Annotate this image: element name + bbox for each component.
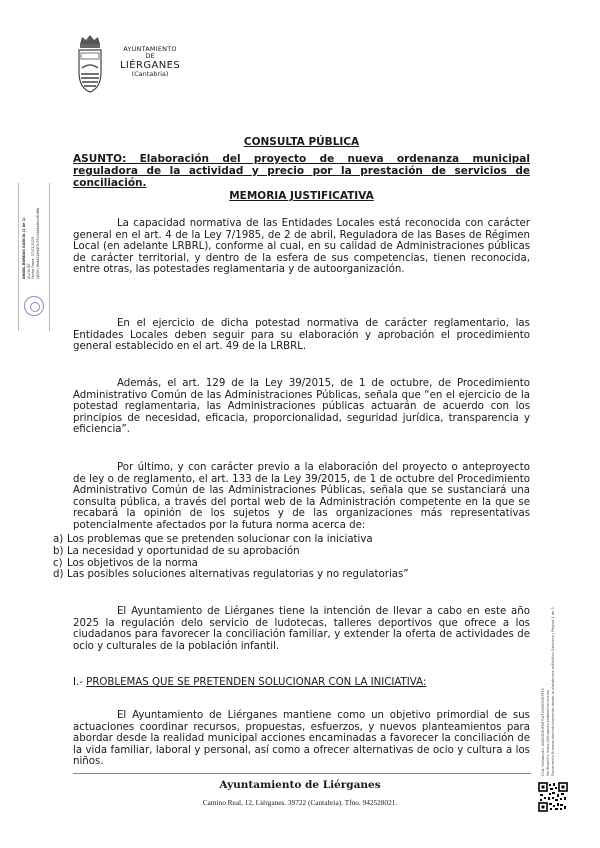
footer-divider <box>73 773 531 774</box>
seal-icon <box>24 296 44 316</box>
document-title: CONSULTA PÚBLICA <box>243 136 360 148</box>
paragraph: Por último, y con carácter previo a la elaboración del proyecto o anteproyecto de ley o de reglamento, el art. 133 de la Ley 39/2015, de 1 de octubre del Procedimiento Administrativo Común de las Administraciones Públicas, señala que se sustanciará una consulta pública, a través del portal web de la Administración competente en la que se recabará la opinión de los sujetos y de las organizaciones más representativas potencialmente afectados por la futura norma acerca de: <box>73 462 530 531</box>
signer-role: ALCALDE <box>26 263 31 279</box>
section-heading <box>73 677 426 689</box>
document-subject: ASUNTO: Elaboración del proyecto de nueva ordenanza municipal reguladora de la actividad y precio por la prestación de servicios de conciliación. <box>73 153 530 189</box>
validation-text <box>541 516 556 776</box>
list-item: a) Los problemas que se pretenden solucionar con la iniciativa <box>53 534 373 545</box>
section-number: I.- <box>73 677 87 688</box>
paragraph: El Ayuntamiento de Liérganes tiene la intención de llevar a cabo en este año 2025 la regulación delo servicio de ludotecas, talleres deportivos que ofrece a los ciudadanos para favorecer la conciliación familiar, y extender la oferta de actividades de ocio y culturales de la población infantil. <box>73 606 530 652</box>
list-item: b) La necesidad y oportunidad de su aprobación <box>53 545 300 557</box>
paragraph: La capacidad normativa de las Entidades Locales está reconocida con carácter general en el art. 4 de la Ley 7/1985, de 2 de abril, Reguladora de las Bases de Régimen Local (en adelante LRBRL), conforme al cual, en su calidad de Administraciones públicas de carácter territorial, y dentro de la esfera de sus competencias, tienen reconocida, entre otras, las potestades reglamentaria y de autoorganización. <box>73 218 530 275</box>
document-subtitle: MEMORIA JUSTIFICATIVA <box>229 190 374 202</box>
logo-text <box>110 46 190 78</box>
logo-line: AYUNTAMIENTO <box>123 45 177 53</box>
validation-url: Verificación: https://lierganes.sedelectronica.es/ <box>546 689 550 776</box>
list-item: c) Los objetivos de la norma <box>53 557 198 569</box>
paragraph: En el ejercicio de dicha potestad normativa de carácter reglamentario, las Entidades Locales deben seguir para su elaboración y aprobación el procedimiento general establecido en el art. 49 de la LRBRL. <box>73 318 530 352</box>
municipal-logo <box>76 34 196 96</box>
section-title: PROBLEMAS QUE SE PRETENDEN SOLUCIONAR CON LA INICIATIVA: <box>86 677 427 688</box>
footer-address: Camino Real, 12, Liérganes. 39722 (Cantabria). Tfno. 942528021. <box>202 798 398 807</box>
signer-name: ANGEL BORDAS GARCIA (1 de 1) <box>22 217 26 279</box>
footer-title: Ayuntamiento de Liérganes <box>219 779 381 791</box>
signature-text <box>22 183 40 279</box>
paragraph: Además, el art. 129 de la Ley 39/2015, de 1 de octubre, de Procedimiento Administrativo Común de las Administraciones Públicas, señala que “en el ejercicio de la potestad reglamentaria, las Administraciones públicas actuarán de acuerdo con los principios de necesidad, eficacia, proporcionalidad, seguridad jurídica, transparencia y eficiencia”. <box>73 378 530 435</box>
coat-of-arms-icon <box>76 34 104 94</box>
logo-line: DE <box>145 52 155 61</box>
signature-stamp <box>18 183 50 331</box>
logo-line: LIÉRGANES <box>119 60 181 72</box>
consultation-topics-list <box>53 534 473 581</box>
logo-line: (Cantabria) <box>131 70 169 79</box>
signature-date: Fecha Firma: 07/02/2025 <box>31 236 36 279</box>
list-item: d) Las posibles soluciones alternativas regulatorias y no regulatorias” <box>53 569 409 581</box>
validation-code: Cód. Validación: A6ZGZGHPNTYWF2X8SYSR7EF2 <box>541 688 545 776</box>
signature-hash: HASH: 6ed4548d4f0c37c0dd4a4bcc8fd8b <box>35 207 40 279</box>
validation-note: Documento firmado electrónicamente desde la plataforma esPublico Gestiona | Página 1 de 3 <box>551 607 555 776</box>
paragraph: El Ayuntamiento de Liérganes mantiene como un objetivo primordial de sus actuaciones coordinar recursos, propuestas, esfuerzos, y nuevos planteamientos para abordar desde la realidad municipal acciones encaminadas a favorecer la conciliación de la vida familiar, laboral y personal, así como a ofrecer alternativas de ocio y cultura a los niños. <box>73 710 530 767</box>
